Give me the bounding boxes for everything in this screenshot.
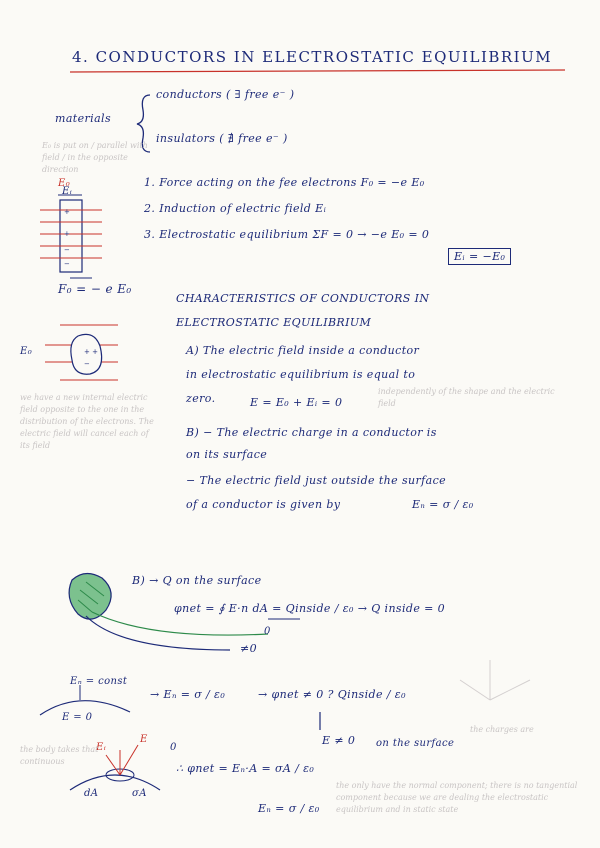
point-a-line-2: in electrostatic equilibrium is equal to — [186, 368, 416, 381]
e-small-label: E — [140, 734, 148, 745]
point-a-note: independently of the shape and the electric field — [378, 387, 555, 408]
point-a-line-1: A) The electric field inside a conductor — [186, 344, 420, 357]
boxed-result: Eᵢ = −E₀ — [448, 248, 511, 265]
fig1-e0-label: E₀ — [58, 178, 71, 189]
point-b2-equation: Eₙ = σ / ε₀ — [412, 498, 474, 511]
sigma-a-label: σA — [132, 788, 147, 799]
step-3: 3. Electrostatic equilibrium ΣF = 0 → −e E₀ = 0 — [144, 228, 430, 241]
point-a-line-3: zero. — [186, 392, 216, 405]
step-2: 2. Induction of electric field Eᵢ — [144, 202, 327, 215]
surface-label: B) → Q on the surface — [132, 574, 262, 587]
side-note-top: E₀ is put on / parallel with field / in the opposite direction — [42, 141, 148, 174]
en-equation: → Eₙ = σ / ε₀ — [150, 688, 226, 701]
insulators-line: insulators ( ∄ free e⁻ ) — [156, 132, 288, 145]
en-const-label: Eₙ = const — [70, 676, 128, 687]
step-1: 1. Force acting on the fee electrons F₀ = −e E₀ — [144, 176, 425, 189]
point-a-equation: E = E₀ + Eᵢ = 0 — [250, 396, 343, 409]
title-underline — [70, 70, 565, 72]
conductor-blob-figure — [45, 325, 118, 380]
point-b-line-2: on its surface — [186, 448, 268, 461]
gauss-equation: φnet = ∮ E·n dA = Qinside / ε₀ → Q inside = 0 — [174, 602, 446, 615]
e-not-zero: E ≠ 0 — [322, 734, 356, 747]
e-zero-label: E = 0 — [62, 712, 93, 723]
point-b2-line-1: − The electric field just outside the surface — [186, 474, 447, 487]
gauss-zero: 0 — [264, 626, 271, 637]
fig2-e0-label: E₀ — [20, 346, 33, 357]
on-surface-label: on the surface — [376, 738, 455, 749]
en-final-equation: Eₙ = σ / ε₀ — [258, 802, 320, 815]
side-note-mid: we have a new internal electric field opposite to the one in the distribution of the electrons. The electric field will cancel each of its field — [20, 393, 154, 450]
fig1-force-label: F₀ = − e E₀ — [58, 282, 132, 296]
fig1-ei-label: Eᵢ — [62, 186, 73, 197]
phi-small-equation: ∴ φnet = Eₙ·A = σA / ε₀ — [176, 762, 315, 775]
faint-right-bottom: the only have the normal component; there is no tangential component because we are dealing the electrostatic equilibrium and in static state — [336, 781, 578, 814]
da-label: dA — [84, 788, 99, 799]
materials-label: materials — [55, 112, 112, 125]
point-b-line-1: B) − The electric charge in a conductor is — [186, 426, 437, 439]
conductor-bar-figure — [40, 195, 102, 278]
svg-text:−: − — [84, 360, 90, 368]
ei-small-label: Eᵢ — [96, 742, 107, 753]
faint-left-bottom: the body takes that continuous — [20, 745, 99, 766]
svg-text:−: − — [64, 260, 70, 268]
svg-text:+ +: + + — [84, 348, 98, 356]
surface-arc-figure — [40, 685, 130, 715]
gauss-not-zero: ≠0 — [240, 642, 258, 655]
point-b2-line-2: of a conductor is given by — [186, 498, 341, 511]
characteristics-title-1: CHARACTERISTICS OF CONDUCTORS IN — [176, 292, 430, 305]
faint-axes-sketch — [460, 660, 530, 700]
characteristics-title-2: ELECTROSTATIC EQUILIBRIUM — [176, 316, 372, 329]
svg-text:−: − — [64, 246, 70, 254]
svg-text:+: + — [64, 208, 70, 216]
faint-right-mid: the charges are — [470, 725, 534, 734]
page-title: 4. CONDUCTORS IN ELECTROSTATIC EQUILIBRIUM — [72, 48, 553, 66]
conductors-line: conductors ( ∃ free e⁻ ) — [156, 88, 295, 101]
zero-small-label: 0 — [170, 742, 177, 753]
svg-text:+: + — [64, 230, 70, 238]
phi-not-zero: → φnet ≠ 0 ? Qinside / ε₀ — [258, 688, 406, 701]
